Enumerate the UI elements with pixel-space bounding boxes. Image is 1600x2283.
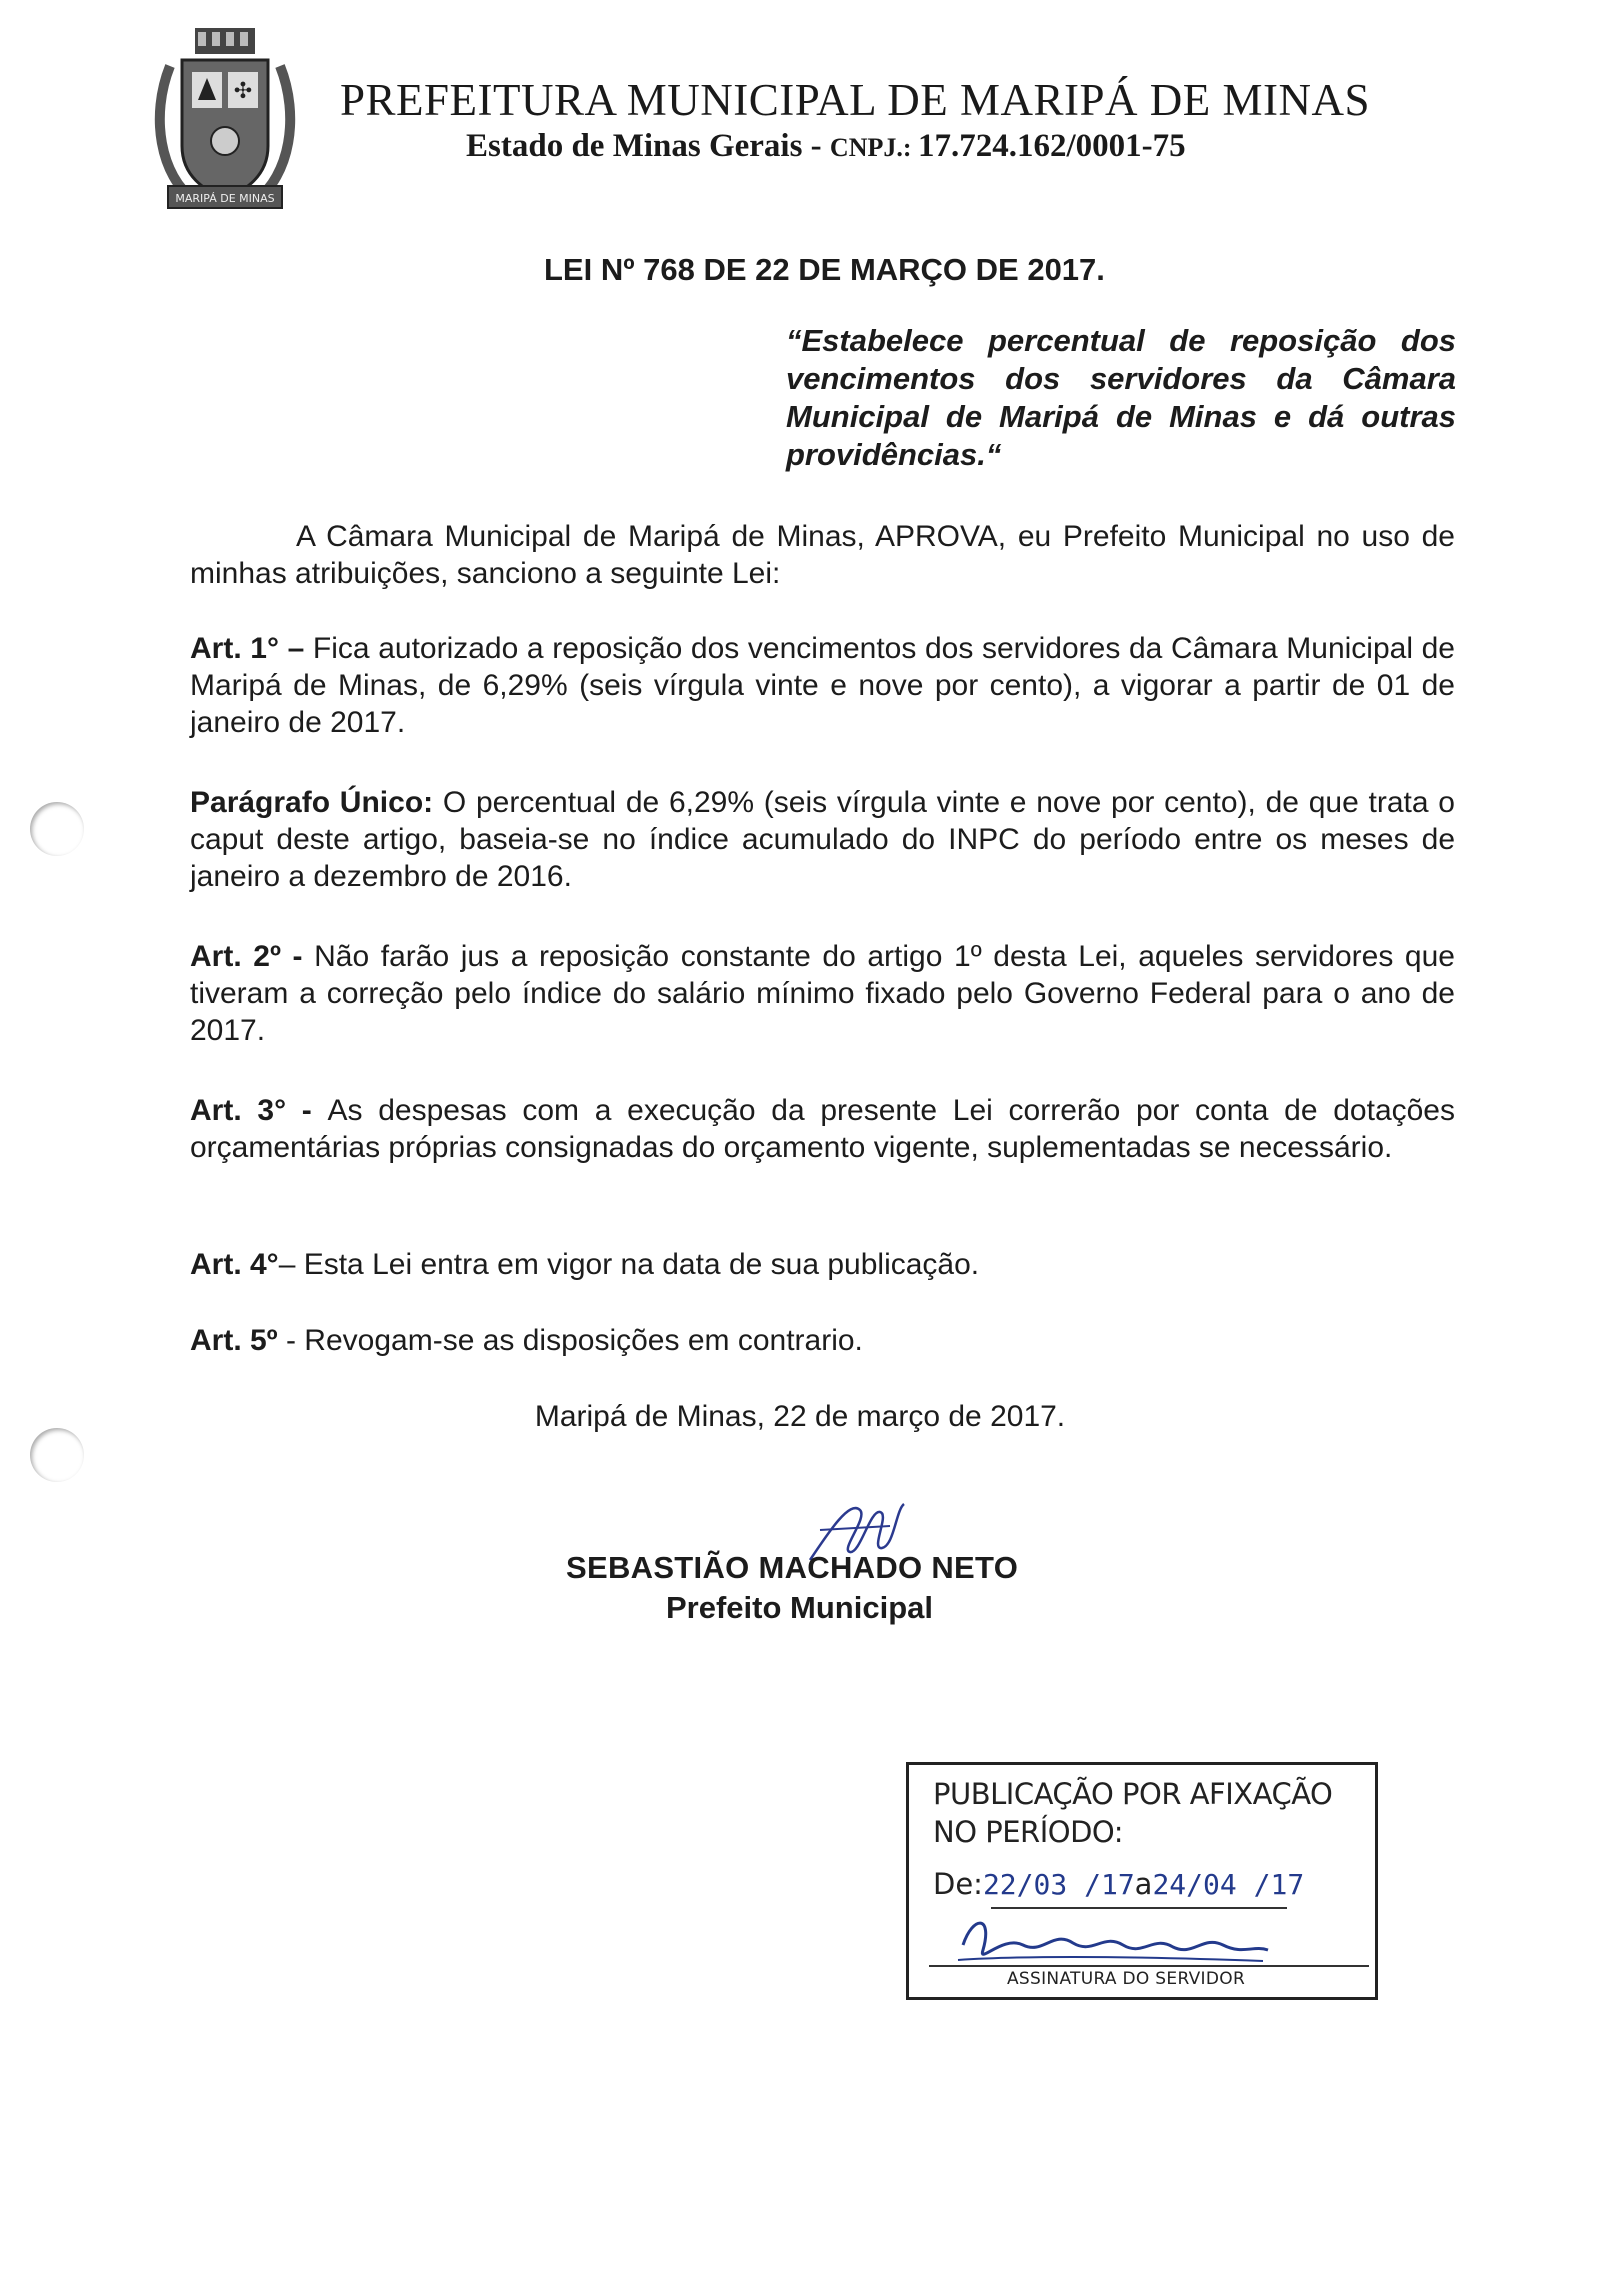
municipal-crest-icon [150, 26, 300, 216]
signatory-name: SEBASTIÃO MACHADO NETO [566, 1550, 1019, 1585]
preamble: A Câmara Municipal de Maripá de Minas, APROVA, eu Prefeito Municipal no uso de minhas atribuições, sanciono a seguinte Lei: [190, 520, 1455, 590]
stamp-de-label: De: [933, 1867, 983, 1901]
article-label: Art. 4° [190, 1248, 279, 1281]
cnpj-number: 17.724.162/0001-75 [918, 128, 1186, 164]
org-name: PREFEITURA MUNICIPAL DE MARIPÁ DE MINAS [340, 75, 1371, 125]
stamp-signature-line [929, 1965, 1369, 1967]
article-text: O percentual de 6,29% (seis vírgula vinte e nove por cento), de que trata o caput deste artigo, baseia-se no índice acumulado do INPC do período entre os meses de janeiro a dezembro de 2016. [190, 786, 1455, 893]
article-label: Art. 5º [190, 1324, 286, 1357]
article-3 [190, 1092, 1455, 1166]
article-5 [190, 1322, 1455, 1359]
org-subtitle [466, 128, 1186, 165]
punch-hole [30, 802, 84, 856]
article-label: Art. 3° - [190, 1094, 328, 1127]
stamp-a-label: a [1134, 1867, 1153, 1901]
article-2 [190, 938, 1455, 1049]
article-1 [190, 630, 1455, 741]
article-label: Parágrafo Único: [190, 786, 443, 819]
signatory-role: Prefeito Municipal [666, 1590, 933, 1625]
article-text: Fica autorizado a reposição dos vencimentos dos servidores da Câmara Municipal de Maripá de Minas, de 6,29% (seis vírgula vinte e nove por cento), a vigorar a partir de 01 de janeiro de 2017. [190, 632, 1455, 739]
svg-text:✣: ✣ [233, 79, 253, 104]
article-text: Não farão jus a reposição constante do artigo 1º desta Lei, aqueles servidores que tiveram a correção pelo índice do salário mínimo fixado pelo Governo Federal para o ano de 2017. [190, 940, 1455, 1047]
law-ementa: “Estabelece percentual de reposição dos vencimentos dos servidores da Câmara Municipal de Maripá de Minas e dá outras providências.“ [786, 323, 1456, 472]
article-4 [190, 1246, 1455, 1283]
stamp-date-from: 22/03 /17 [982, 1868, 1135, 1901]
stamp-caption: ASSINATURA DO SERVIDOR [1007, 1969, 1246, 1989]
stamp-title: PUBLICAÇÃO POR AFIXAÇÃO [933, 1777, 1333, 1811]
article-label: Art. 1° – [190, 632, 313, 665]
cnpj-label: CNPJ.: [829, 133, 919, 162]
state-name: Estado de Minas Gerais - [466, 128, 830, 164]
stamp-period-label: NO PERÍODO: [933, 1815, 1123, 1849]
article-text: – Esta Lei entra em vigor na data de sua publicação. [278, 1248, 980, 1281]
place-date: Maripá de Minas, 22 de março de 2017. [534, 1400, 1066, 1433]
stamp-period-dates [933, 1867, 1304, 1901]
stamp-date-to: 24/04 /17 [1152, 1868, 1305, 1901]
article-label: Art. 2º - [190, 940, 315, 973]
publication-stamp [906, 1762, 1378, 2000]
article-text: - Revogam-se as disposições em contrario. [285, 1324, 863, 1357]
crest-ribbon-text: MARIPÁ DE MINAS [175, 192, 275, 205]
paragraph-unico [190, 784, 1455, 895]
punch-hole [30, 1428, 84, 1482]
article-text: As despesas com a execução da presente Lei correrão por conta de dotações orçamentárias próprias consignadas do orçamento vigente, suplementadas se necessário. [190, 1094, 1455, 1164]
law-title: LEI Nº 768 DE 22 DE MARÇO DE 2017. [544, 252, 1105, 287]
